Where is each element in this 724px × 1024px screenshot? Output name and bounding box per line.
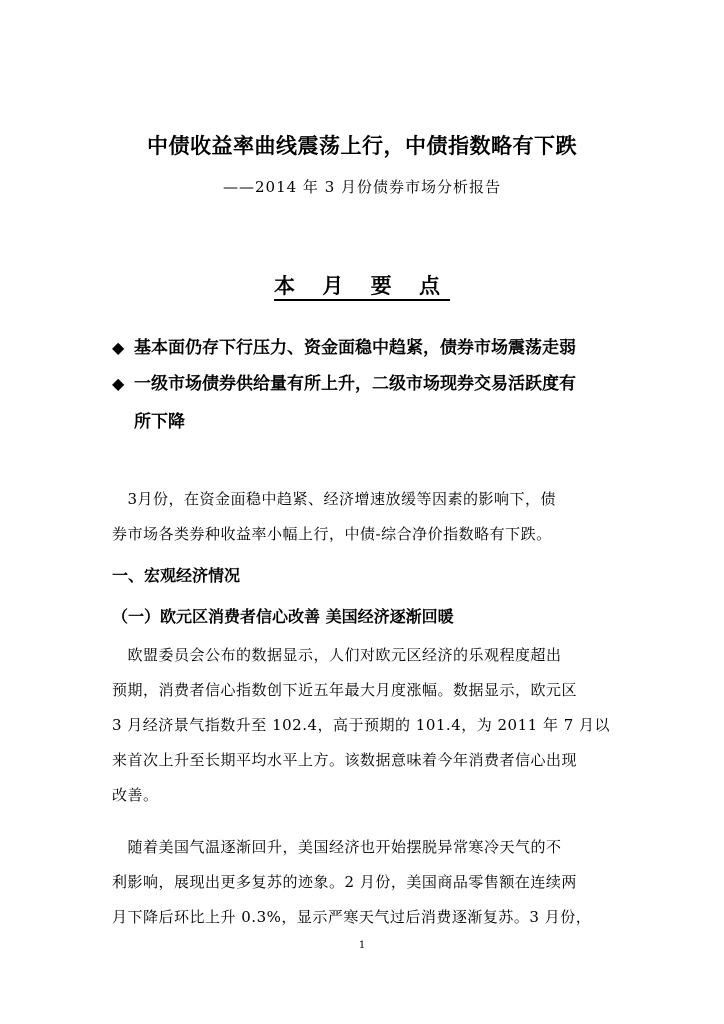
report-title: 中债收益率曲线震荡上行，中债指数略有下跌: [147, 134, 577, 158]
body-paragraph: [112, 830, 612, 935]
key-points-heading-text: 本 月 要 点: [274, 274, 450, 298]
paragraph-line: 券市场各类券种收益率小幅上行，中债-综合净价指数略有下跌。: [112, 525, 552, 543]
subsection-heading: （一）欧元区消费者信心改善 美国经济逐渐回暖: [112, 607, 454, 626]
section-heading: 一、宏观经济情况: [112, 566, 241, 585]
key-point-item: [112, 330, 622, 366]
paragraph-line: 来首次上升至长期平均水平上方。该数据意味着今年消费者信心出现: [112, 751, 578, 769]
key-point-item: [112, 366, 622, 402]
paragraph-line: 预期，消费者信心指数创下近五年最大月度涨幅。数据显示，欧元区: [112, 681, 578, 699]
body-paragraph: [112, 638, 612, 813]
paragraph-line: 改善。: [112, 786, 159, 804]
paragraph-line: 3 月经济景气指数升至 102.4，高于预期的 101.4，为 2011 年 7 月以: [112, 716, 611, 734]
page-number: 1: [358, 940, 366, 951]
diamond-bullet-icon: ◆: [112, 338, 125, 357]
paragraph-line: 欧盟委员会公布的数据显示，人们对欧元区经济的乐观程度超出: [112, 646, 562, 664]
report-subtitle: ——2014 年 3 月份债券市场分析报告: [222, 178, 502, 196]
diamond-bullet-icon: ◆: [112, 374, 125, 393]
intro-paragraph: [112, 482, 612, 552]
key-point-text: 所下降: [134, 412, 185, 432]
key-point-text: 基本面仍存下行压力、资金面稳中趋紧，债券市场震荡走弱: [134, 338, 576, 358]
paragraph-line: 利影响，展现出更多复苏的迹象。2 月份，美国商品零售额在连续两: [112, 873, 577, 891]
paragraph-line: 随着美国气温逐渐回升，美国经济也开始摆脱异常寒冷天气的不: [112, 838, 562, 856]
key-point-text: 一级市场债券供给量有所上升，二级市场现券交易活跃度有: [134, 374, 576, 394]
key-points-heading: [0, 270, 724, 300]
paragraph-line: 3月份，在资金面稳中趋紧、经济增速放缓等因素的影响下，债: [112, 490, 557, 508]
key-point-continuation: [134, 404, 644, 440]
paragraph-line: 月下降后环比上升 0.3%，显示严寒天气过后消费逐渐复苏。3 月份，: [112, 908, 592, 926]
